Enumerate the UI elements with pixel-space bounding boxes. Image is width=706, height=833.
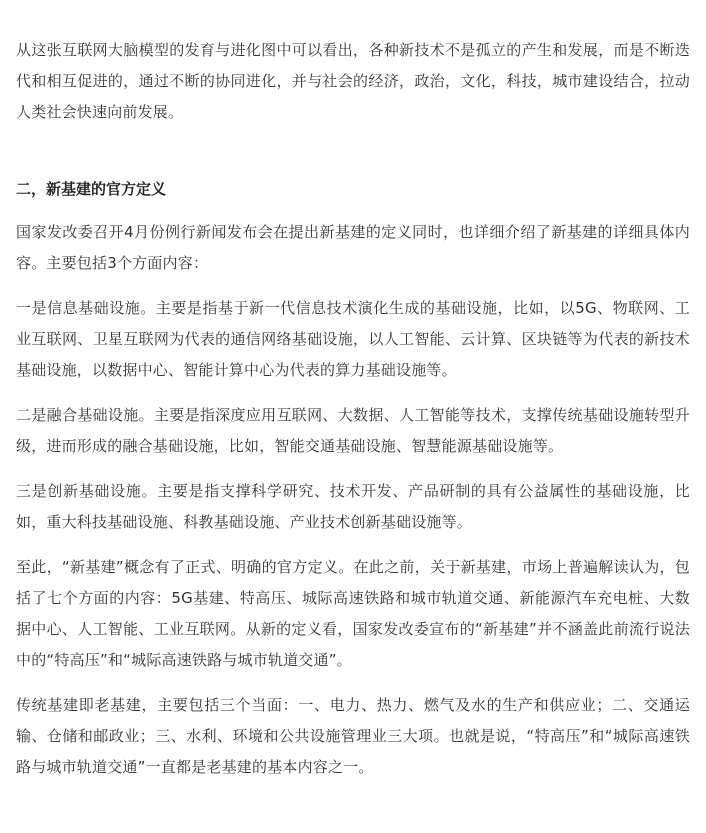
paragraph-innovation-infrastructure: 三是创新基础设施。主要是指支撑科学研究、技术开发、产品研制的具有公益属性的基础设施，比如，重大科技基础设施、科教基础设施、产业技术创新基础设施等。 (16, 482, 690, 531)
intro-paragraph: 从这张互联网大脑模型的发育与进化图中可以看出，各种新技术不是孤立的产生和发展，而是不断迭代和相互促进的，通过不断的协同进化，并与社会的经济，政治，文化，科技，城市建设结合，拉动人类社会快速向前发展。 (16, 41, 690, 121)
paragraph-intro-definition: 国家发改委召开4月份例行新闻发布会在提出新基建的定义同时，也详细介绍了新基建的详细具体内容。主要包括3个方面内容： (16, 223, 690, 272)
paragraph-fusion-infrastructure: 二是融合基础设施。主要是指深度应用互联网、大数据、人工智能等技术，支撑传统基础设施转型升级，进而形成的融合基础设施，比如，智能交通基础设施、智慧能源基础设施等。 (16, 406, 690, 455)
section-spacer (16, 128, 690, 174)
section-heading: 二，新基建的官方定义 (16, 180, 167, 198)
paragraph-traditional-infrastructure: 传统基建即老基建，主要包括三个当面：一、电力、热力、燃气及水的生产和供应业；二、交通运输、仓储和邮政业；三、水利、环境和公共设施管理业三大项。也就是说，“特高压”和“城际高速铁路与城市轨道交通”一直都是老基建的基本内容之一。 (16, 696, 690, 776)
paragraph-official-definition: 至此，“新基建”概念有了正式、明确的官方定义。在此之前，关于新基建，市场上普遍解读认为，包括了七个方面的内容：5G基建、特高压、城际高速铁路和城市轨道交通、新能源汽车充电桩、大数据中心、人工智能、工业互联网。从新的定义看，国家发改委宣布的“新基建”并不涵盖此前流行说法中的“特高压”和“城际高速铁路与城市轨道交通”。 (16, 558, 690, 669)
paragraph-info-infrastructure: 一是信息基础设施。主要是指基于新一代信息技术演化生成的基础设施，比如，以5G、物联网、工业互联网、卫星互联网为代表的通信网络基础设施，以人工智能、云计算、区块链等为代表的新技术基础设施，以数据中心、智能计算中心为代表的算力基础设施等。 (16, 299, 690, 379)
